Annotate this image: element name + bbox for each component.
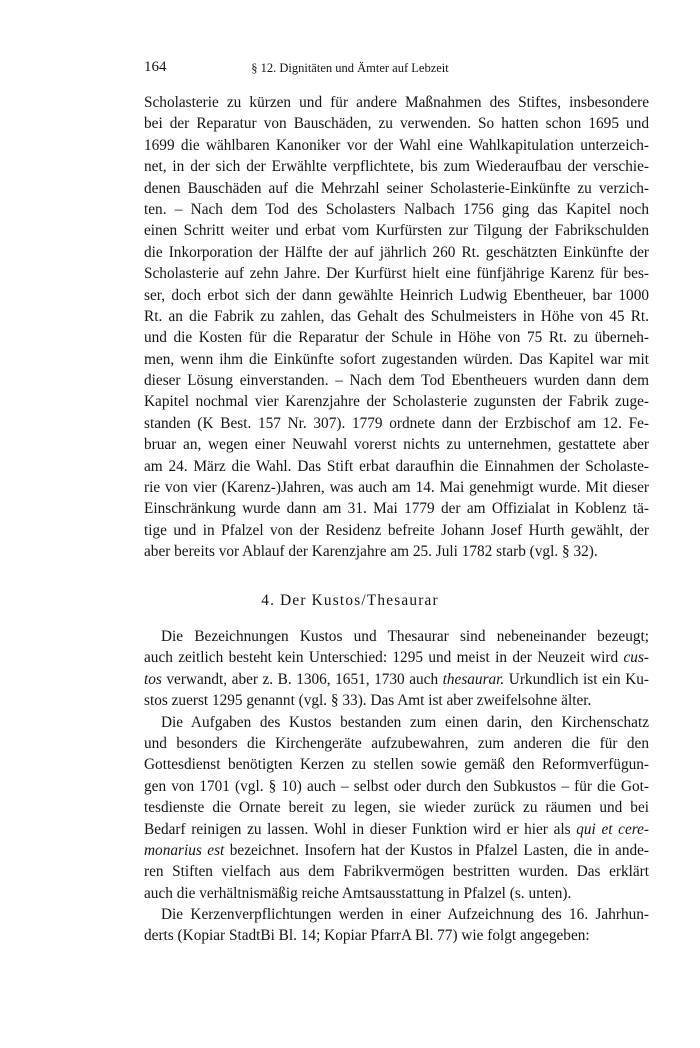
line-text: Urkundlich ist ein Ku- bbox=[504, 670, 649, 688]
page-number: 164 bbox=[144, 59, 167, 75]
italic-term: tos bbox=[144, 670, 162, 688]
text-line bbox=[144, 669, 649, 690]
section-body bbox=[144, 626, 649, 947]
text-line bbox=[144, 690, 649, 711]
text-line bbox=[144, 754, 649, 775]
text-line: rie von vier (Karenz-)Jahren, was auch am 14. Mai genehmigt wurde. Mit dieser bbox=[144, 479, 649, 497]
text-line bbox=[144, 861, 649, 882]
text-line: am 24. März die Wahl. Das Stift erbat daraufhin die Einnahmen der Scholaste- bbox=[144, 457, 649, 475]
italic-term: monarius est bbox=[144, 841, 225, 859]
text-line: Scholasterie zu kürzen und für andere Maßnahmen des Stiftes, insbesondere bbox=[144, 94, 649, 111]
text-line: bei der Reparatur von Bauschäden, zu verwenden. So hatten schon 1695 und bbox=[144, 115, 649, 133]
text-line: 1699 die wählbaren Kanoniker vor der Wahl eine Wahlkapitulation unterzeich- bbox=[144, 136, 649, 154]
text-line: standen (K Best. 157 Nr. 307). 1779 ordnete dann der Erzbischof am 12. Fe- bbox=[144, 414, 649, 432]
text-line bbox=[144, 776, 649, 797]
text-line bbox=[144, 712, 649, 733]
section-heading: 4. Der Kustos/Thesaurar bbox=[261, 592, 439, 609]
line-text: ren Stiften vielfach aus dem Fabrikvermögen bestritten wurden. Das erklärt bbox=[144, 863, 649, 881]
text-line: aber bereits vor Ablauf der Karenzjahre am 25. Juli 1782 starb (vgl. § 32). bbox=[144, 543, 598, 561]
line-text: derts (Kopiar StadtBi Bl. 14; Kopiar PfarrA Bl. 77) wie folgt angegeben: bbox=[144, 927, 590, 945]
text-line: ten. – Nach dem Tod des Scholasters Nalbach 1756 ging das Kapitel noch bbox=[144, 200, 649, 218]
text-line: bruar an, wegen einer Neuwahl vorerst nichts zu unternehmen, gestattete aber bbox=[144, 436, 649, 454]
text-line: Scholasterie auf zehn Jahre. Der Kurfürst hielt eine fünfjährige Karenz für bes- bbox=[144, 265, 649, 283]
text-line: men, wenn ihm die Einkünfte sofort zugestanden würden. Das Kapitel war mit bbox=[144, 350, 649, 368]
text-line bbox=[144, 840, 649, 861]
running-title: § 12. Dignitäten und Ämter auf Lebzeit bbox=[251, 61, 449, 75]
text-line: und die Kosten für die Reparatur der Schule in Höhe von 75 Rt. zu überneh- bbox=[144, 329, 649, 347]
line-text: und besonders die Kirchengeräte aufzubewahren, zum anderen die für den bbox=[144, 734, 649, 752]
text-line bbox=[144, 819, 649, 840]
text-line bbox=[144, 925, 649, 946]
text-line: einen Schritt weiter und erbat vom Kurfürsten zur Tilgung der Fabrikschulden bbox=[144, 222, 649, 240]
italic-term: thesaurar. bbox=[442, 670, 505, 688]
line-text: Bedarf reinigen zu lassen. Wohl in dieser Funktion wird er hier als bbox=[144, 820, 577, 838]
text-line bbox=[144, 626, 649, 647]
text-line: die Inkorporation der Hälfte der auf jährlich 260 Rt. geschätzten Einkünfte der bbox=[144, 243, 649, 261]
text-line bbox=[144, 647, 649, 668]
line-text: gen von 1701 (vgl. § 10) auch – selbst oder durch den Subkustos – für die Got- bbox=[144, 777, 649, 795]
line-text: auch die verhältnismäßig reiche Amtsausstattung in Pfalzel (s. unten). bbox=[144, 884, 572, 902]
line-text: stos zuerst 1295 genannt (vgl. § 33). Das Amt ist aber zweifelsohne älter. bbox=[144, 692, 592, 710]
text-line: Einschränkung wurde dann am 31. Mai 1779 der am Offizialat in Koblenz tä- bbox=[144, 500, 649, 518]
text-line bbox=[144, 797, 649, 818]
text-line: tige und in Pfalzel von der Residenz befreite Johann Josef Hurth gewählt, der bbox=[144, 521, 649, 539]
text-line bbox=[144, 733, 649, 754]
line-text: auch zeitlich besteht kein Unterschied: 1295 und meist in der Neuzeit wird bbox=[144, 649, 619, 667]
text-line: Rt. an die Fabrik zu zahlen, das Gehalt des Schulmeisters in Höhe von 45 Rt. bbox=[144, 307, 649, 325]
top-paragraph bbox=[144, 92, 649, 563]
line-text: Die Bezeichnungen Kustos und Thesaurar sind nebeneinander bezeugt; bbox=[161, 628, 649, 645]
line-text: Die Aufgaben des Kustos bestanden zum einen darin, den Kirchenschatz bbox=[161, 713, 649, 731]
text-line bbox=[144, 883, 649, 904]
italic-term: qui et cere- bbox=[576, 820, 649, 838]
text-line: net, in der sich der Erwählte verpflichtete, bis zum Wiederaufbau der verschie- bbox=[144, 158, 649, 176]
italic-term: cus- bbox=[623, 649, 649, 667]
text-line: ser, doch erbot sich der dann gewählte Heinrich Ludwig Ebentheuer, bar 1000 bbox=[144, 286, 649, 304]
text-line: dieser Lösung einverstanden. – Nach dem Tod Ebentheuers wurden dann dem bbox=[144, 372, 649, 390]
line-text: Die Kerzenverpflichtungen werden in einer Aufzeichnung des 16. Jahrhun- bbox=[161, 906, 649, 924]
text-line bbox=[144, 904, 649, 925]
line-text: tesdienste die Ornate bereit zu legen, sie wieder zurück zu räumen und bei bbox=[144, 799, 649, 817]
text-line: denen Bauschäden auf die Mehrzahl seiner Scholasterie-Einkünfte zu verzich- bbox=[144, 179, 649, 197]
line-text: Gottesdienst benötigten Kerzen zu stellen sowie gemäß den Reformverfügun- bbox=[144, 756, 649, 774]
line-text: bezeichnet. Insofern hat der Kustos in Pfalzel Lasten, die in ande- bbox=[224, 841, 649, 859]
text-line: Kapitel nochmal vier Karenzjahre der Scholasterie zugunsten der Fabrik zuge- bbox=[144, 393, 649, 411]
line-text: verwandt, aber z. B. 1306, 1651, 1730 auch bbox=[161, 670, 443, 688]
